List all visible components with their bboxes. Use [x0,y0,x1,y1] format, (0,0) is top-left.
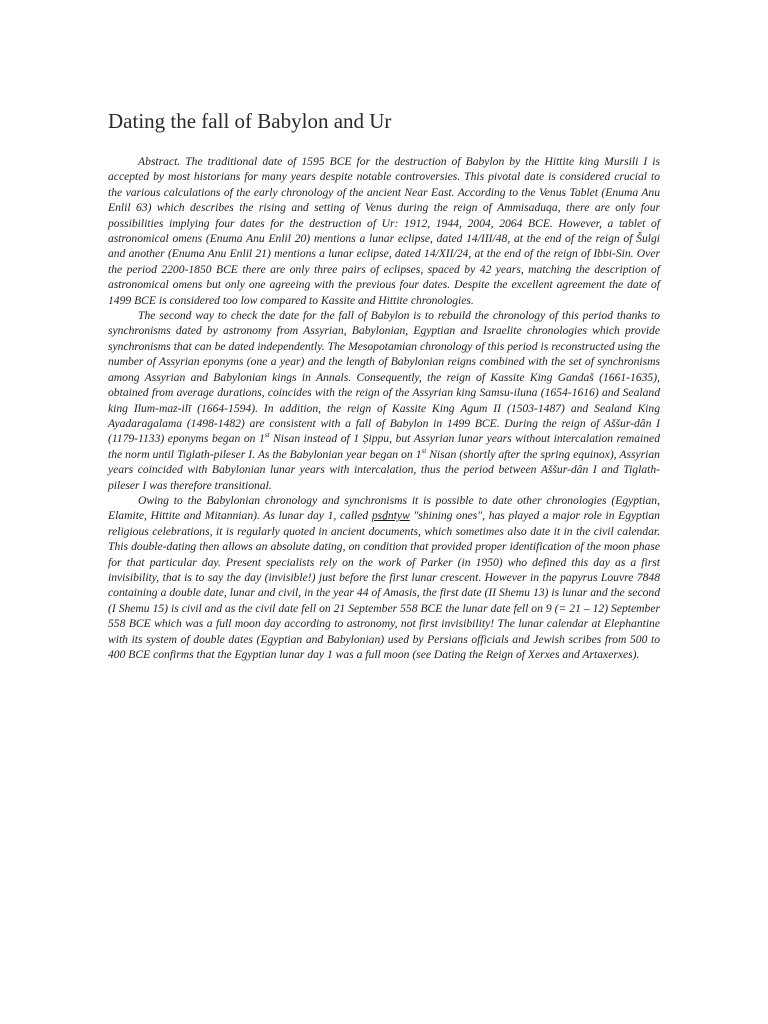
paragraph-text: Abstract. The traditional date of 1595 BCE for the destruction of Babylon by the Hittite king Mursili I is accepted by most historians for many years despite notable controversies. This pivotal date is considered crucial to the various calculations of the early chronology of the ancient Near East. According to the Venus Tablet (Enuma Anu Enlil 63) which describes the rising and setting of Venus during the reign of Ammisaduqa, there are only four possibilities implying four dates for the destruction of Ur: 1912, 1944, 2004, 2064 BCE. However, a tablet of astronomical omens (Enuma Anu Enlil 20) mentions a lunar eclipse, dated 14/III/48, at the end of the reign of Šulgi and another (Enuma Anu Enlil 21) mentions a lunar eclipse, dated 14/XII/24, at the end of the reign of Ibbi-Sin. Over the period 2200-1850 BCE there are only three pairs of eclipses, spaced by 42 years, matching the description of astronomical omens but only one agreeing with the previous four dates. Despite the excellent agreement the date of 1499 BCE is considered too low compared to Kassite and Hittite chronologies. [108,155,660,307]
paragraph-text: Nisan (shortly after the spring equinox), Assyrian years coincided with Babylonian lunar years with intercalation, thus the period between Aššur-dân I and Tiglath-pileser I was therefore transitional. [108,447,660,492]
page-title: Dating the fall of Babylon and Ur [108,109,392,133]
paragraph-text: Owing to the Babylonian chronology and synchronisms it is possible to date other chronologies (Egyptian, Elamite, Hittite and Mitannian). As lunar day 1, called [108,493,660,523]
body-paragraph-1 [108,154,660,308]
paragraph-text: The second way to check the date for the fall of Babylon is to rebuild the chronology of this period thanks to synchronisms dated by astronomy from Assyrian, Babylonian, Egyptian and Israelite chronologies which provide synchronisms that can be dated independently. The Mesopotamian chronology of this period is reconstructed using the number of Assyrian eponyms (one a year) and the length of Babylonian reigns combined with the set of synchronisms among Assyrian and Babylonian kings in Annals. Consequently, the reign of Kassite King Gandaš (1661-1635), obtained from average durations, coincides with the reign of the Assyrian king Samsu-iluna (1654-1616) and Sealand king Ilum-maz-ilī (1664-1594). In addition, the reign of Kassite King Agum II (1503-1487) and Sealand King Ayadaragalama (1498-1482) are consistent with a fall of Babylon in 1499 BCE. During the reign of Aššur-dân I (1179-1133) eponyms began on 1 [108,309,660,446]
underlined-term: psḏntyw [371,509,410,523]
paragraph-text: "shining ones", has played a major role in Egyptian religious celebrations, it is regularly quoted in ancient documents, which sometimes also date it in the civil calendar. This double-dating then allows an absolute dating, on condition that provided proper identification of the moon phase for that particular day. Present specialists rely on the work of Parker (in 1950) who defined this day as a first invisibility, that is to say the day (invisible!) just before the first lunar crescent. However in the papyrus Louvre 7848 containing a double date, lunar and civil, in the year 44 of Amasis, the first date (II Shemu 13) is lunar and the second (I Shemu 15) is civil and as the civil date fell on 21 September 558 BCE the lunar date fell on 9 (= 21 – 12) September 558 BCE which was a full moon day according to astronomy, not first invisibility! The lunar calendar at Elephantine with its system of double dates (Egyptian and Babylonian) used by Persians officials and Jewish scribes from 500 to 400 BCE confirms that the Egyptian lunar day 1 was a full moon (see Dating the Reign of Xerxes and Artaxerxes). [108,509,660,661]
document-body [108,154,660,662]
body-paragraph-2 [108,308,660,493]
paragraph-text: Nisan instead of 1 Ṣippu, but Assyrian lunar years without intercalation remained the norm until Tiglath-pileser I. As the Babylonian year began on 1 [108,432,661,461]
body-paragraph-3 [108,493,660,662]
superscript-text: st [421,446,427,455]
superscript-text: st [264,431,270,440]
